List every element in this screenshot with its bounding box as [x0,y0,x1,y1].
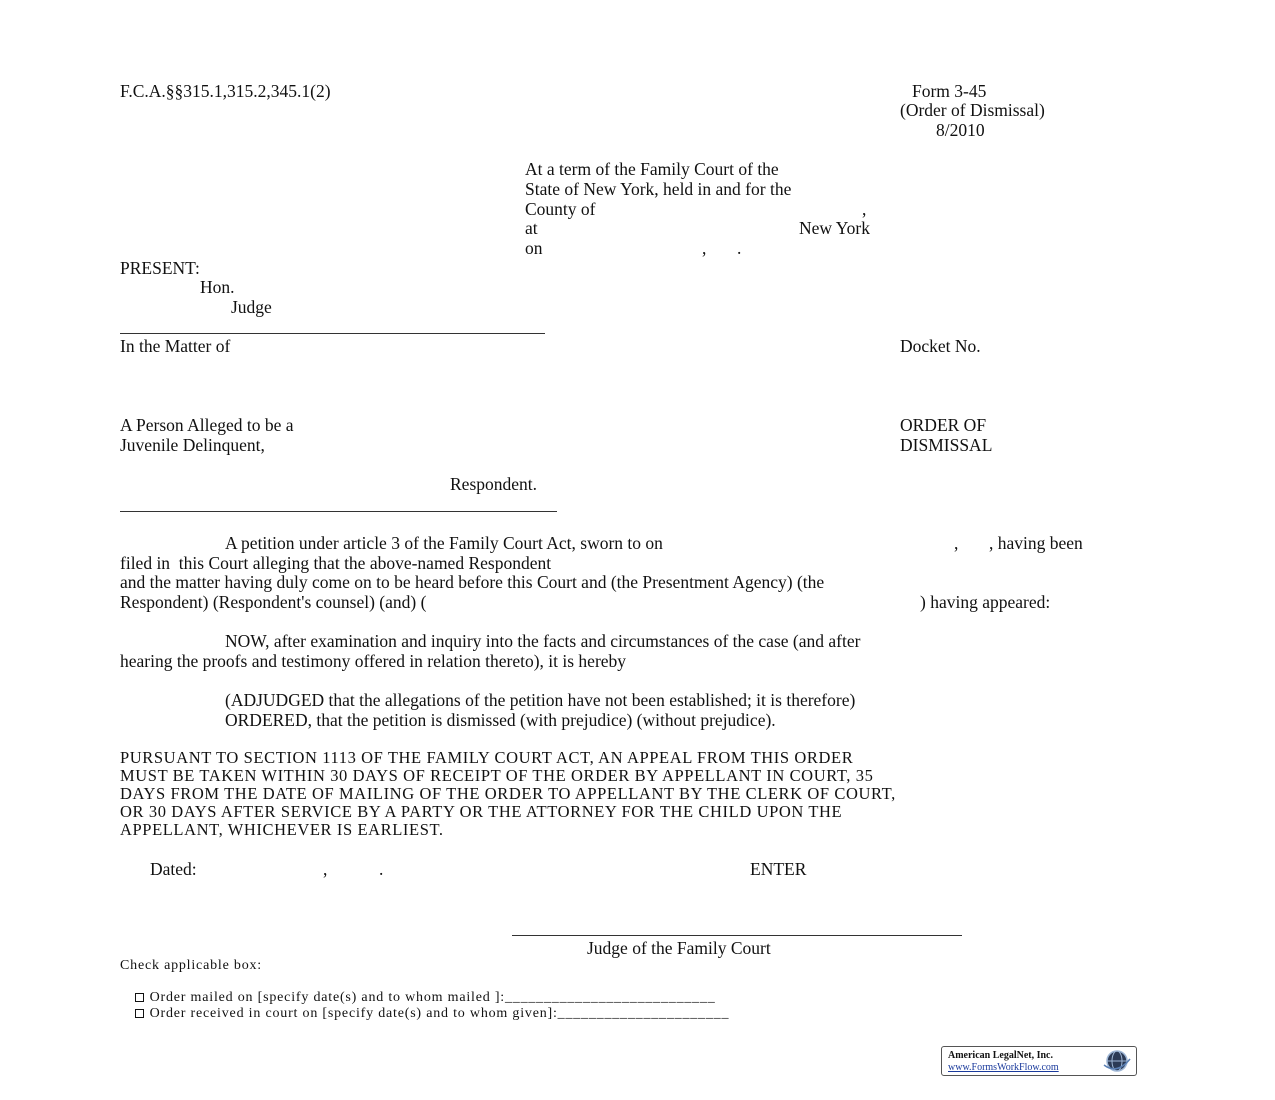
on-comma: , [702,238,707,258]
petition-date-comma: , [954,533,959,553]
county-label: County of [525,199,596,219]
globe-icon [1100,1049,1132,1073]
appeal-line-3: DAYS FROM THE DATE OF MAILING OF THE ORDER TO APPELLANT BY THE CLERK OF COURT, [120,784,896,803]
on-label: on [525,238,543,258]
enter-label: ENTER [750,859,807,879]
received-row [118,990,729,1022]
caption-top-rule [120,333,545,334]
petition-line3: and the matter having duly come on to be heard before this Court and (the Presentment Agency) (the [120,572,825,592]
appeal-line-1: PURSUANT TO SECTION 1113 OF THE FAMILY COURT ACT, AN APPEAL FROM THIS ORDER [120,748,854,767]
judge-signature-line [512,935,962,936]
matter-label: In the Matter of [120,336,231,356]
logo-company-name: American LegalNet, Inc. [948,1050,1053,1061]
judge-label: Judge [231,297,272,317]
petition-line4-end: ) having appeared: [920,592,1051,612]
american-legalnet-logo[interactable] [941,1046,1137,1076]
state-label: New York [799,218,870,238]
present-label: PRESENT: [120,258,200,278]
mailed-text: Order mailed on [specify date(s) and to whom mailed ]:___________________________ [149,990,716,1005]
check-applicable-label: Check applicable box: [120,958,262,973]
docket-label: Docket No. [900,336,981,356]
dated-label: Dated: [150,859,197,879]
logo-url-link[interactable]: www.FormsWorkFlow.com [948,1062,1059,1073]
ordered-line: ORDERED, that the petition is dismissed (with prejudice) (without prejudice). [225,710,776,730]
adjudged-line: (ADJUDGED that the allegations of the petition have not been established; it is therefore) [225,690,856,710]
appeal-line-5: APPELLANT, WHICHEVER IS EARLIEST. [120,820,444,839]
now-line2: hearing the proofs and testimony offered in relation thereto), it is hereby [120,651,627,671]
petition-text-start: A petition under article 3 of the Family Court Act, sworn to on [225,533,663,553]
county-comma: , [862,199,867,219]
caption-bottom-rule [120,511,557,512]
dated-period: . [379,859,384,879]
person-alleged-line2: Juvenile Delinquent, [120,435,265,455]
respondent-label: Respondent. [450,474,538,494]
at-label: at [525,218,538,238]
order-title-line2: DISMISSAL [900,435,993,455]
form-date: 8/2010 [936,120,985,140]
statute-citation: F.C.A.§§315.1,315.2,345.1(2) [120,81,331,101]
received-checkbox[interactable] [135,1009,144,1018]
dated-comma: , [323,859,328,879]
appeal-line-2: MUST BE TAKEN WITHIN 30 DAYS OF RECEIPT OF THE ORDER BY APPELLANT IN COURT, 35 [120,766,874,785]
person-alleged-line1: A Person Alleged to be a [120,415,294,435]
petition-having-been: , having been [989,533,1083,553]
form-number: Form 3-45 [912,81,987,101]
petition-line4-start: Respondent) (Respondent's counsel) (and) ( [120,592,427,612]
appeal-line-4: OR 30 DAYS AFTER SERVICE BY A PARTY OR THE ATTORNEY FOR THE CHILD UPON THE [120,802,843,821]
court-term-line2: State of New York, held in and for the [525,179,792,199]
on-period: . [737,238,742,258]
received-text: Order received in court on [specify date(s) and to whom given]:______________________ [149,1006,730,1021]
hon-label: Hon. [200,277,235,297]
court-term-line1: At a term of the Family Court of the [525,159,779,179]
form-title: (Order of Dismissal) [900,100,1045,120]
petition-line2: filed in this Court alleging that the above-named Respondent [120,553,552,573]
order-title-line1: ORDER OF [900,415,987,435]
judge-signature-title: Judge of the Family Court [587,938,771,958]
now-line1: NOW, after examination and inquiry into the facts and circumstances of the case (and after [225,631,861,651]
